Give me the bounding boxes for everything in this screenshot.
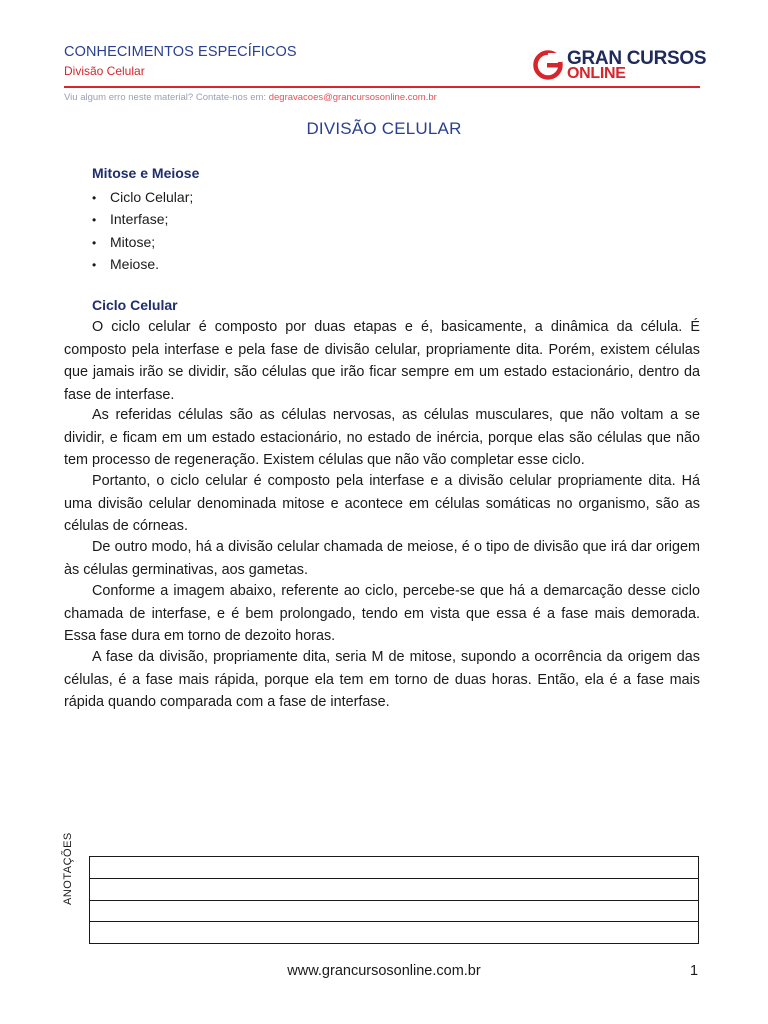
section-heading-ciclo-celular: Ciclo Celular — [92, 297, 178, 313]
contact-email-link[interactable]: degravacoes@grancursosonline.com.br — [268, 92, 437, 103]
notes-line — [90, 921, 698, 922]
contact-line — [64, 92, 437, 103]
logo-g-icon — [533, 50, 563, 80]
list-item: • Ciclo Celular; — [92, 186, 193, 208]
bullet-icon: • — [92, 213, 97, 228]
paragraph-3: Portanto, o ciclo celular é composto pela interfase e a divisão celular propriamente dita. Há uma divisão celular denominada mitose e acontece em células somáticas no organismo, são as células de córneas. — [64, 473, 700, 534]
topic-list — [92, 186, 193, 275]
notes-box[interactable] — [89, 856, 699, 944]
logo-text-line1: GRAN CURSOS — [567, 48, 707, 69]
notes-line — [90, 900, 698, 901]
section-heading-mitose-meiose: Mitose e Meiose — [92, 165, 200, 181]
gran-cursos-logo[interactable] — [533, 46, 705, 86]
header-subtitle: Divisão Celular — [64, 64, 145, 78]
header-divider — [64, 86, 700, 88]
footer-url-link[interactable]: www.grancursosonline.com.br — [287, 963, 481, 979]
bullet-icon: • — [92, 235, 97, 250]
page-number: 1 — [690, 963, 699, 979]
paragraph-1: O ciclo celular é composto por duas etapas e é, basicamente, a dinâmica da célula. É composto pela interfase e pela fase de divisão celular, propriamente dita. Porém, existem células que jamais irão se dividir, são células que irão ficar sempre em um estado estacionário, dentro da fase de interfase. — [64, 319, 700, 403]
contact-text: Viu algum erro neste material? Contate-nos em: — [64, 92, 269, 103]
list-item: • Meiose. — [92, 253, 193, 275]
list-item: • Interfase; — [92, 208, 193, 230]
header-title: CONHECIMENTOS ESPECÍFICOS — [64, 44, 297, 60]
paragraph-2: As referidas células são as células nervosas, as células musculares, que não voltam a se dividir, e ficam em um estado estacionário, no estado de inércia, porque elas são células que não tem processo de regeneração. Existem células que não vão completar esse ciclo. — [64, 407, 700, 468]
logo-text-line2: ONLINE — [567, 65, 626, 82]
bullet-icon: • — [92, 191, 97, 205]
bullet-icon: • — [92, 257, 97, 272]
document-title: DIVISÃO CELULAR — [306, 119, 462, 138]
paragraph-4: De outro modo, há a divisão celular chamada de meiose, é o tipo de divisão que irá dar origem às células germinativas, aos gametas. — [64, 539, 700, 578]
paragraph-6: A fase da divisão, propriamente dita, seria M de mitose, supondo a ocorrência da origem das células, é a fase mais rápida, porque ela tem em torno de duas horas. Então, ela é a fase mais rápida quando comparada com a fase de interfase. — [64, 649, 700, 710]
notes-line — [90, 878, 698, 879]
list-item: • Mitose; — [92, 231, 193, 253]
paragraph-5: Conforme a imagem abaixo, referente ao ciclo, percebe-se que há a demarcação desse ciclo chamada de interfase, e é bem prolongado, tendo em vista que essa é a fase mais demorada. Essa fase dura em torno de dezoito horas. — [64, 583, 700, 644]
notes-label: ANOTAÇÕES — [62, 832, 74, 905]
